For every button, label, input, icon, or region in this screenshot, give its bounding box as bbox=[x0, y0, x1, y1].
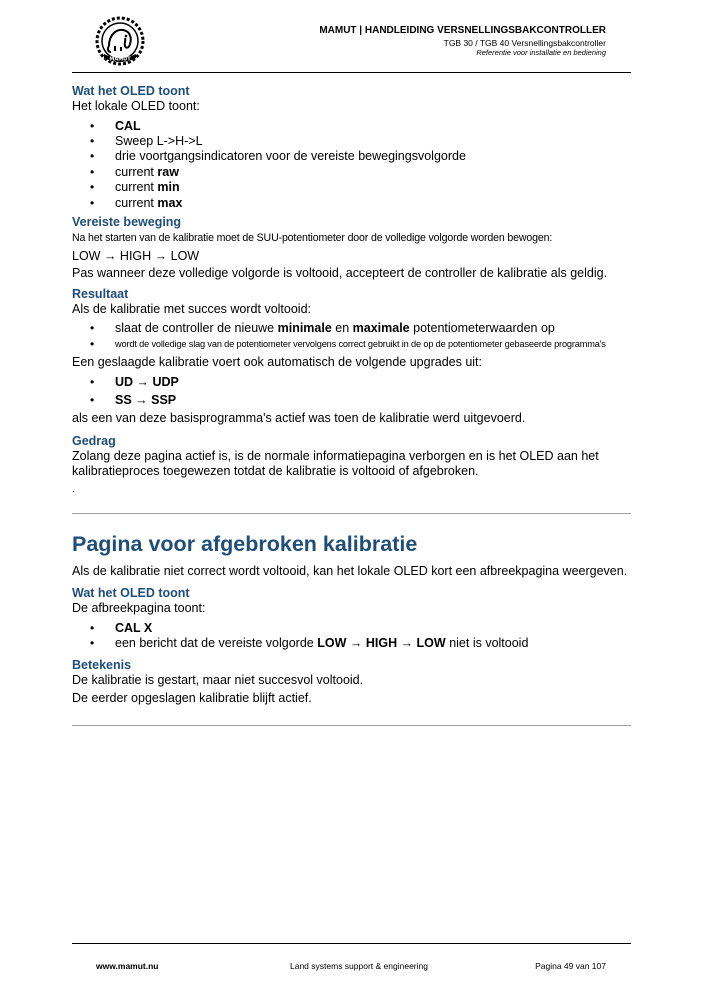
accept-text: Pas wanneer deze volledige volgorde is voltooid, accepteert de controller de kalibratie als geldig. bbox=[72, 265, 608, 280]
heading-resultaat: Resultaat bbox=[72, 287, 129, 302]
footer-rule bbox=[72, 943, 631, 944]
sequence-text: LOW → HIGH → LOW bbox=[72, 249, 200, 264]
list-item: • current min bbox=[72, 180, 632, 195]
section-aborted bbox=[72, 531, 632, 707]
upgrade-list bbox=[72, 373, 632, 409]
section-title: Pagina voor afgebroken kalibratie bbox=[72, 532, 418, 556]
footer-page-number: Pagina 49 van 107 bbox=[535, 961, 606, 971]
aborted-intro: Als de kalibratie niet correct wordt voltooid, kan het lokale OLED kort een afbreekpagina weergeven. bbox=[72, 564, 628, 578]
betekenis-text-1: De kalibratie is gestart, maar niet succesvol voltooid. bbox=[72, 672, 364, 687]
gedrag-text-1: Zolang deze pagina actief is, is de normale informatiepagina verborgen en is het OLED aan het bbox=[72, 448, 599, 463]
list-item: • wordt de volledige slag van de potentiometer vervolgens correct gebruikt in de op de potentiometer gebaseerde programma's bbox=[72, 337, 632, 352]
mamut-logo bbox=[95, 16, 145, 66]
resultaat-intro: Als de kalibratie met succes wordt voltooid: bbox=[72, 302, 311, 317]
abort-intro: De afbreekpagina toont: bbox=[72, 600, 206, 615]
list-item: • SS → SSP bbox=[72, 391, 632, 409]
heading-oled: Wat het OLED toont bbox=[72, 84, 190, 98]
page-content bbox=[72, 84, 632, 497]
heading-gedrag: Gedrag bbox=[72, 433, 116, 448]
header-subtitle-italic: Referentie voor installatie en bediening bbox=[476, 48, 606, 57]
abort-list bbox=[72, 621, 632, 652]
logo-text: MAMUT bbox=[109, 56, 131, 63]
betekenis-text-2: De eerder opgeslagen kalibratie blijft actief. bbox=[72, 691, 312, 706]
upgrade-outro: als een van deze basisprogramma's actief was toen de kalibratie werd uitgevoerd. bbox=[72, 411, 526, 426]
heading-oled-2: Wat het OLED toont bbox=[72, 585, 190, 600]
list-item: • een bericht dat de vereiste volgorde LOW → HIGH → LOW niet is voltooid bbox=[72, 636, 632, 651]
list-item: • slaat de controller de nieuwe minimale en maximale potentiometerwaarden op bbox=[72, 321, 632, 336]
list-item: • drie voortgangsindicatoren voor de vereiste bewegingsvolgorde bbox=[72, 149, 632, 164]
oled-list bbox=[72, 119, 632, 211]
list-item: • UD → UDP bbox=[72, 373, 632, 391]
section-divider bbox=[72, 513, 631, 514]
gedrag-text-2: kalibratieproces toegewezen totdat de kalibratie is voltooid of afgebroken. bbox=[72, 464, 479, 479]
header-rule bbox=[72, 72, 631, 73]
list-item: • CAL X bbox=[72, 621, 632, 636]
stray-dot: . bbox=[72, 483, 75, 495]
list-item: • current raw bbox=[72, 165, 632, 180]
beweging-text: Na het starten van de kalibratie moet de SUU-potentiometer door de volledige volgorde worden bewogen: bbox=[72, 231, 553, 244]
heading-beweging: Vereiste beweging bbox=[72, 214, 182, 229]
header-subtitle: TGB 30 / TGB 40 Versnellingsbakcontroller bbox=[443, 38, 606, 48]
footer-tagline: Land systems support & engineering bbox=[290, 961, 428, 971]
resultaat-list bbox=[72, 321, 632, 353]
header-title: MAMUT | HANDLEIDING VERSNELLINGSBAKCONTROLLER bbox=[319, 25, 606, 36]
list-item: • CAL bbox=[72, 119, 632, 134]
oled-intro: Het lokale OLED toont: bbox=[72, 99, 200, 113]
footer-website[interactable]: www.mamut.nu bbox=[96, 961, 159, 971]
list-item: • Sweep L->H->L bbox=[72, 134, 632, 149]
heading-betekenis: Betekenis bbox=[72, 657, 132, 672]
upgrade-intro: Een geslaagde kalibratie voert ook automatisch de volgende upgrades uit: bbox=[72, 354, 482, 369]
list-item: • current max bbox=[72, 196, 632, 211]
section-end-rule bbox=[72, 725, 631, 726]
